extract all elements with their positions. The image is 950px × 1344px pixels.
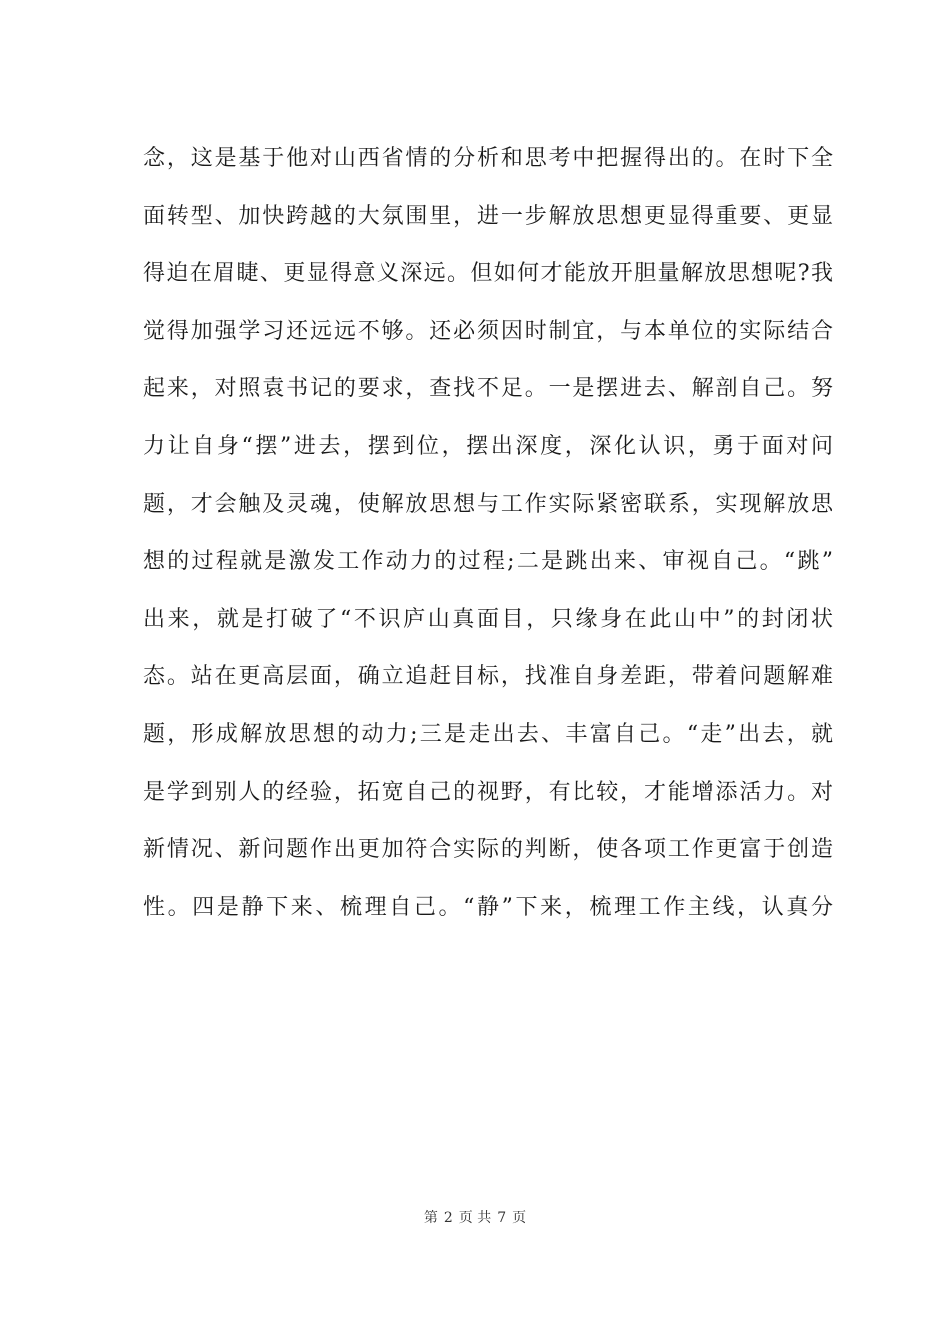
text-line: 想的过程就是激发工作动力的过程;二是跳出来、审视自己。“跳” bbox=[143, 549, 833, 575]
text-line: 觉得加强学习还远远不够。还必须因时制宜，与本单位的实际结合 bbox=[143, 318, 833, 344]
current-page-number: 2 bbox=[443, 1210, 453, 1226]
text-line: 题，才会触及灵魂，使解放思想与工作实际紧密联系，实现解放思 bbox=[143, 491, 833, 517]
text-line: 是学到别人的经验，拓宽自己的视野，有比较，才能增添活力。对 bbox=[143, 779, 833, 805]
footer-suffix: 页 bbox=[512, 1210, 527, 1226]
text-line: 面转型、加快跨越的大氛围里，进一步解放思想更显得重要、更显 bbox=[143, 203, 833, 229]
page-footer bbox=[0, 1207, 950, 1227]
total-page-number: 7 bbox=[497, 1210, 507, 1226]
text-line: 出来，就是打破了“不识庐山真面目，只缘身在此山中”的封闭状 bbox=[143, 606, 833, 632]
text-line: 起来，对照袁书记的要求，查找不足。一是摆进去、解剖自己。努 bbox=[143, 376, 833, 402]
text-line: 性。四是静下来、梳理自己。“静”下来，梳理工作主线，认真分 bbox=[143, 894, 833, 920]
text-line: 新情况、新问题作出更加符合实际的判断，使各项工作更富于创造 bbox=[143, 837, 833, 863]
text-line: 态。站在更高层面，确立追赶目标，找准自身差距，带着问题解难 bbox=[143, 664, 833, 690]
text-line: 力让自身“摆”进去，摆到位，摆出深度，深化认识，勇于面对问 bbox=[143, 433, 833, 459]
footer-prefix: 第 bbox=[423, 1210, 438, 1226]
text-line: 题，形成解放思想的动力;三是走出去、丰富自己。“走”出去，就 bbox=[143, 721, 833, 747]
text-line: 得迫在眉睫、更显得意义深远。但如何才能放开胆量解放思想呢?我 bbox=[143, 261, 833, 287]
footer-middle: 页 共 bbox=[458, 1210, 492, 1226]
text-line: 念，这是基于他对山西省情的分析和思考中把握得出的。在时下全 bbox=[143, 146, 833, 171]
body-text bbox=[143, 130, 833, 936]
